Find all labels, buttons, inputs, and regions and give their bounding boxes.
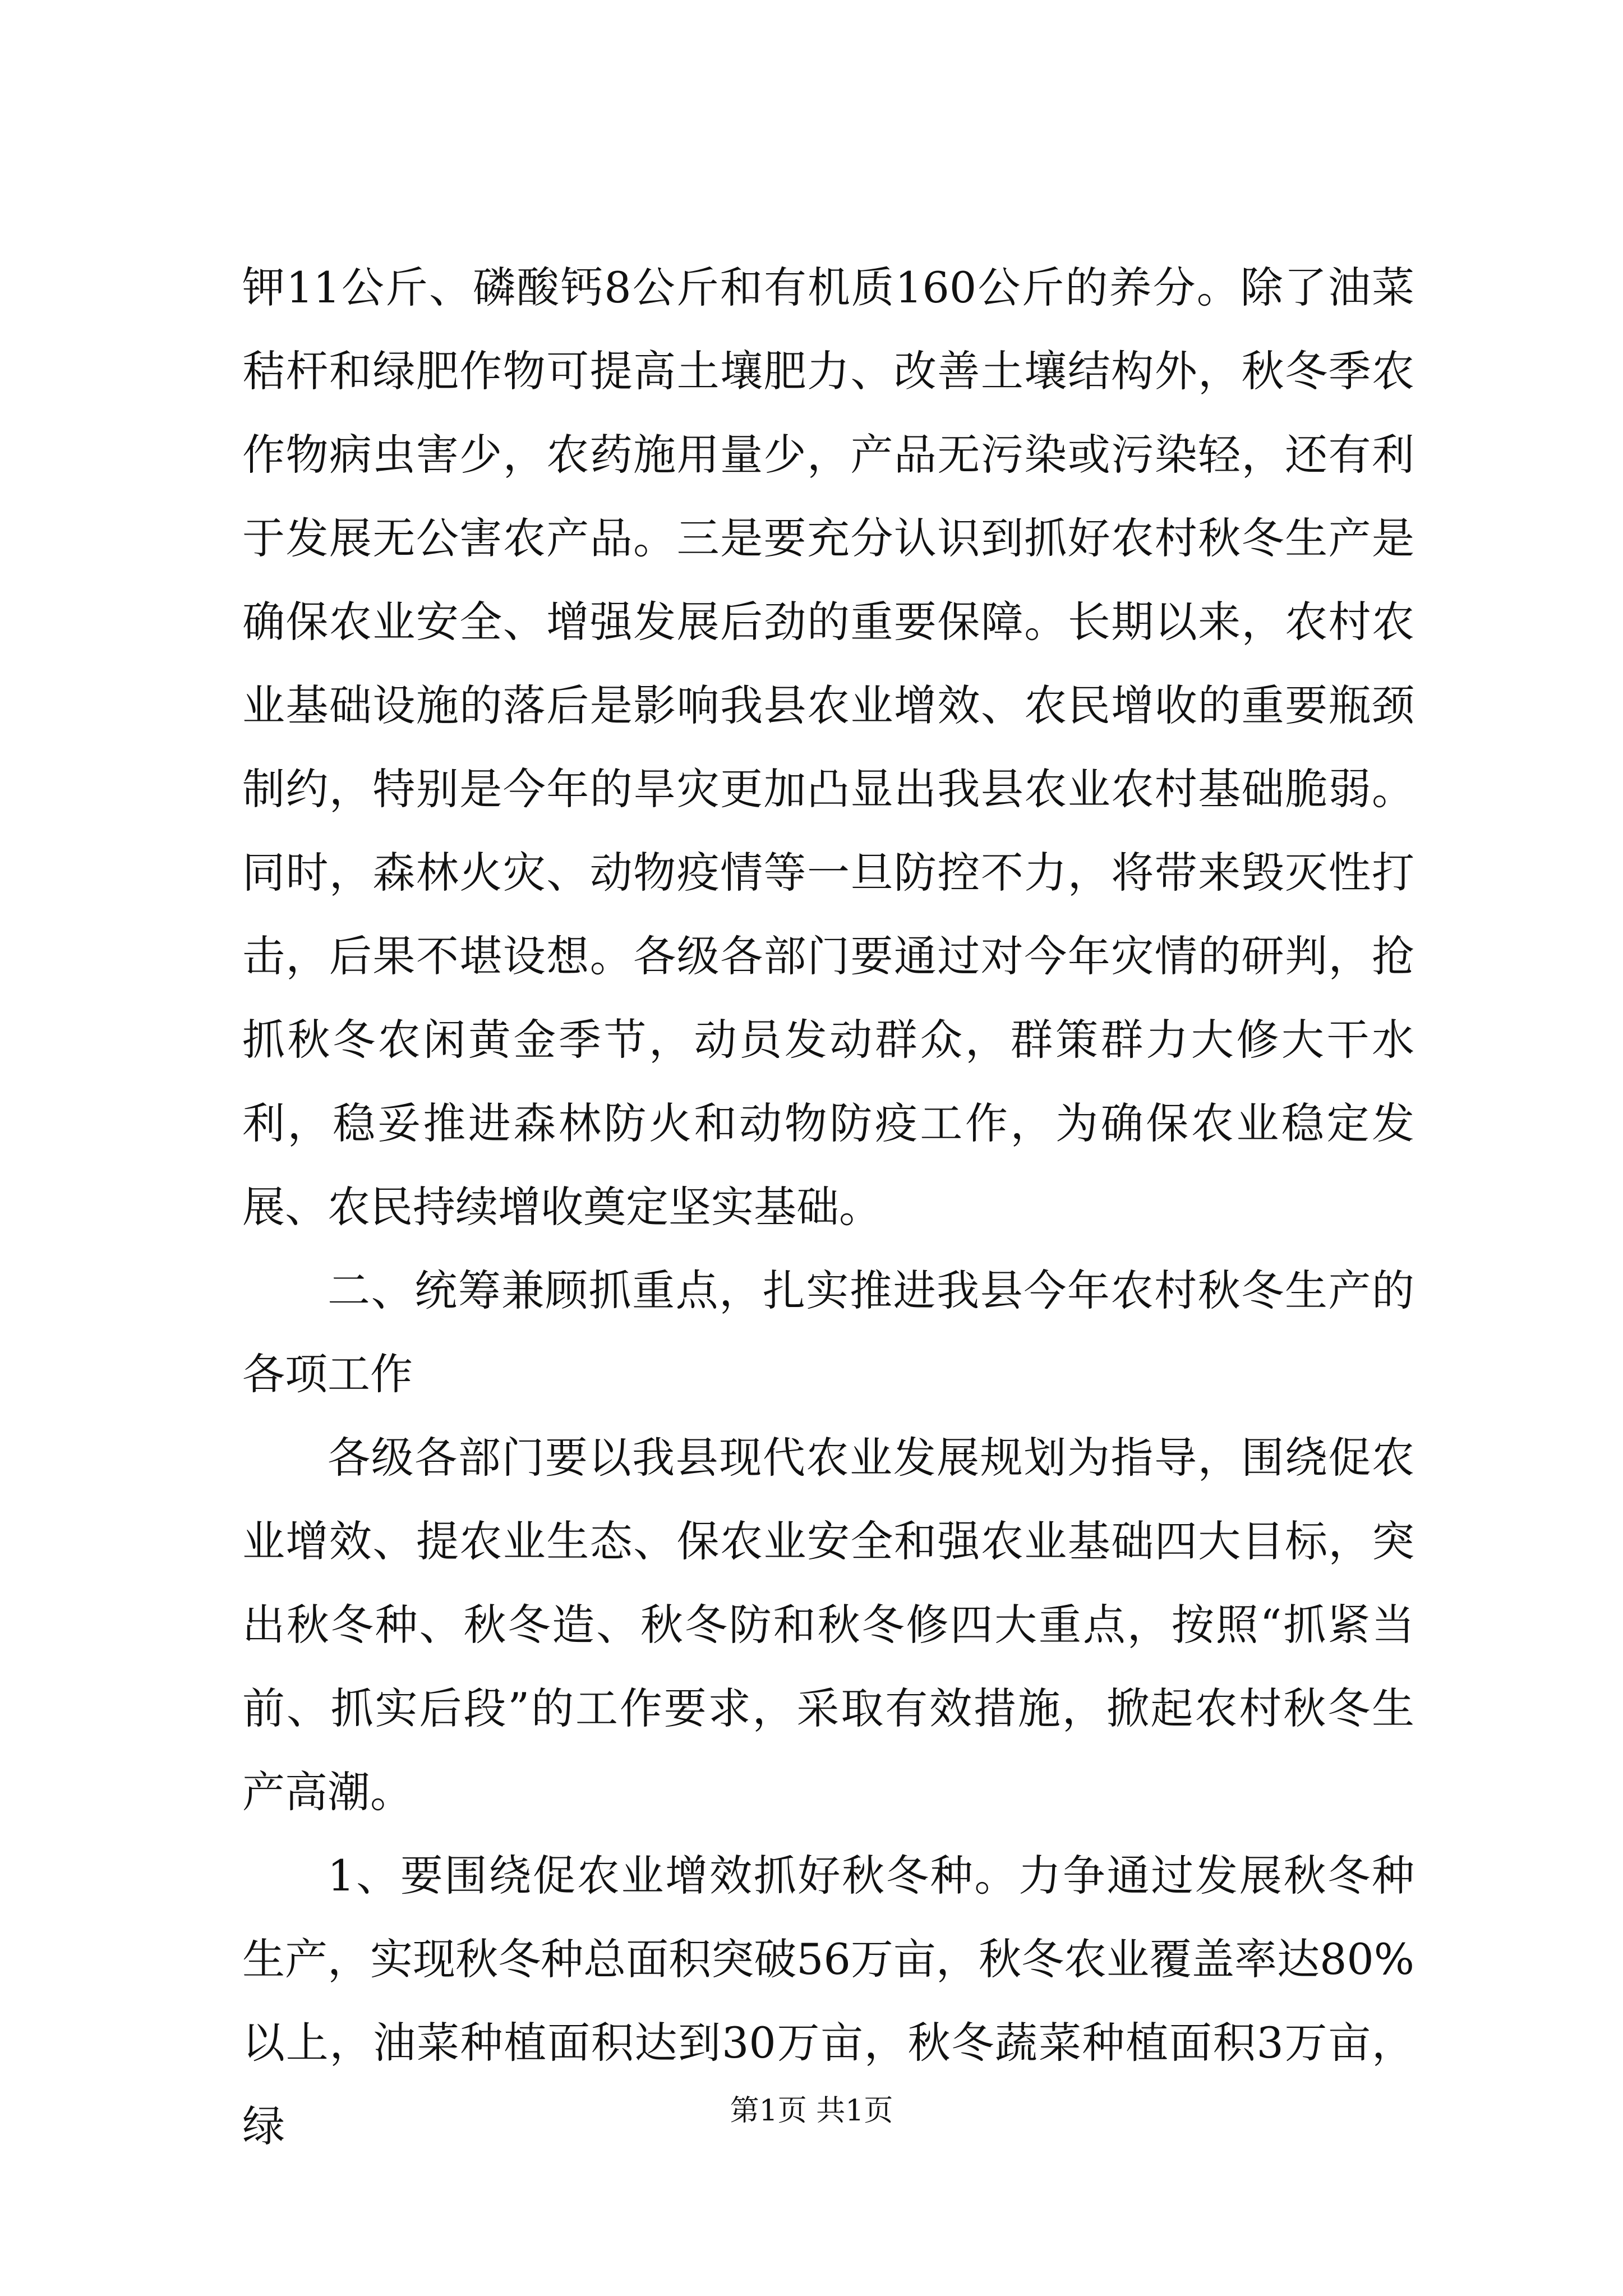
document-body [242, 246, 1414, 2168]
body-paragraph: 钾11公斤、磷酸钙8公斤和有机质160公斤的养分。除了油菜秸杆和绿肥作物可提高土壤肥力、改善土壤结构外，秋冬季农作物病虫害少，农药施用量少，产品无污染或污染轻，还有利于发展无公害农产品。三是要充分认识到抓好农村秋冬生产是确保农业安全、增强发展后劲的重要保障。长期以来，农村农业基础设施的落后是影响我县农业增效、农民增收的重要瓶颈制约，特别是今年的旱灾更加凸显出我县农业农村基础脆弱。同时，森林火灾、动物疫情等一旦防控不力，将带来毁灭性打击，后果不堪设想。各级各部门要通过对今年灾情的研判，抢抓秋冬农闲黄金季节，动员发动群众，群策群力大修大干水利，稳妥推进森林防火和动物防疫工作，为确保农业稳定发展、农民持续增收奠定坚实基础。 [242, 263, 1414, 1232]
page-number-footer: 第1页 共1页 [730, 2094, 893, 2128]
body-paragraph: 1、要围绕促农业增效抓好秋冬种。力争通过发展秋冬种生产，实现秋冬种总面积突破56万亩，秋冬农业覆盖率达80%以上，油菜种植面积达到30万亩，秋冬蔬菜种植面积3万亩，绿 [242, 1851, 1414, 2151]
section-heading: 二、统筹兼顾抓重点，扎实推进我县今年农村秋冬生产的各项工作 [242, 1266, 1414, 1399]
body-paragraph: 各级各部门要以我县现代农业发展规划为指导，围绕促农业增效、提农业生态、保农业安全和强农业基础四大目标，突出秋冬种、秋冬造、秋冬防和秋冬修四大重点，按照“抓紧当前、抓实后段”的工作要求，采取有效措施，掀起农村秋冬生产高潮。 [242, 1433, 1414, 1817]
